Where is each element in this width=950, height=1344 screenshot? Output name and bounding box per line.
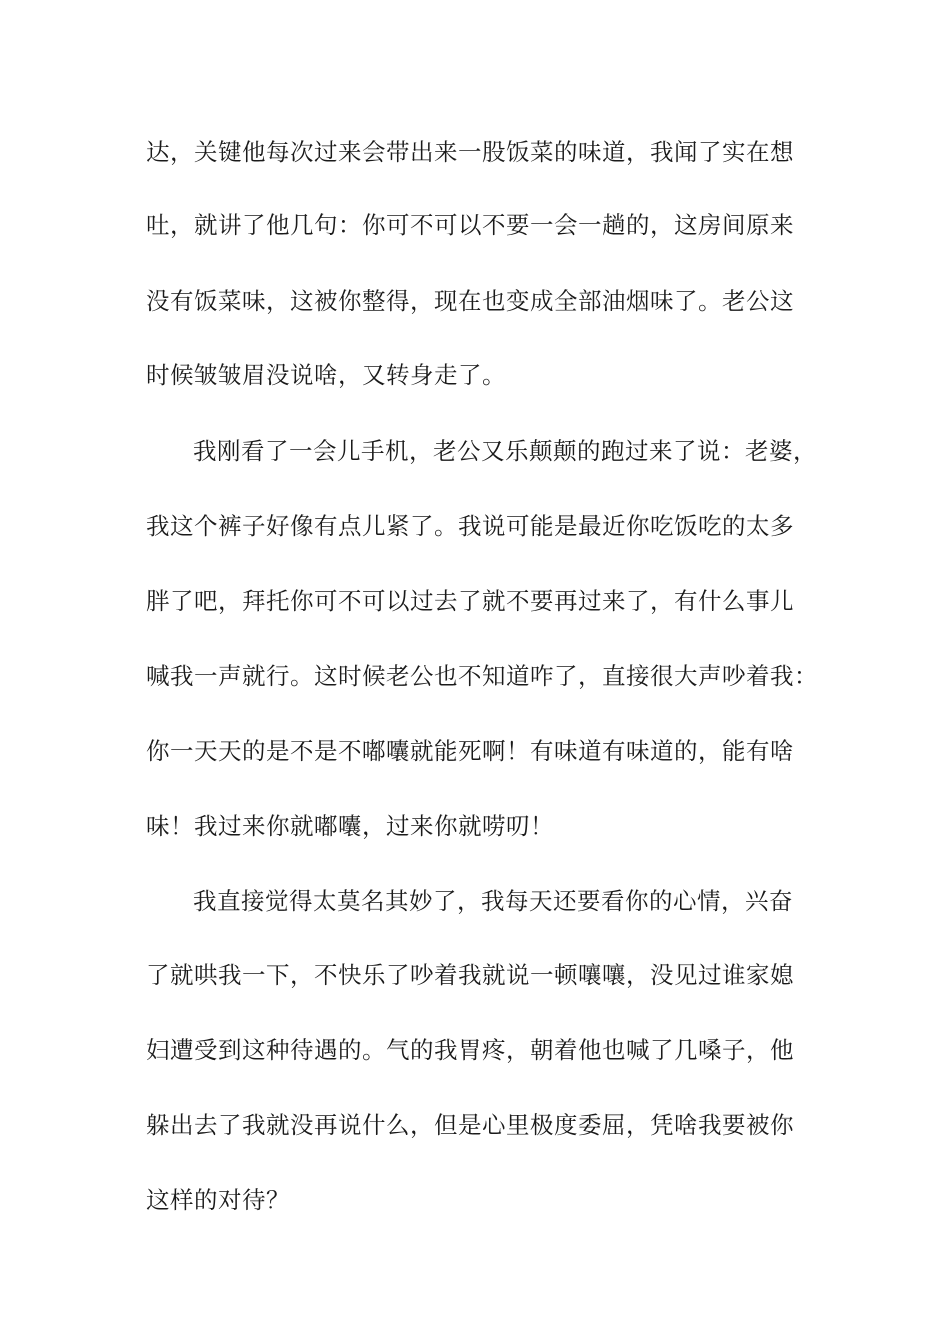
text-line: 了就哄我一下，不快乐了吵着我就说一顿嚷嚷，没见过谁家媳 bbox=[146, 961, 794, 989]
text-line: 吐，就讲了他几句：你可不可以不要一会一趟的，这房间原来 bbox=[146, 211, 794, 239]
text-line: 时候皱皱眉没说啥，又转身走了。 bbox=[146, 361, 506, 389]
text-line: 喊我一声就行。这时候老公也不知道咋了，直接很大声吵着我： bbox=[146, 662, 818, 690]
text-line: 达，关键他每次过来会带出来一股饭菜的味道，我闻了实在想 bbox=[146, 138, 794, 166]
text-line: 躲出去了我就没再说什么，但是心里极度委屈，凭啥我要被你 bbox=[146, 1111, 794, 1139]
text-line: 味！我过来你就嘟囔，过来你就唠叨！ bbox=[146, 812, 554, 840]
paragraph-first-line: 我刚看了一会儿手机，老公又乐颠颠的跑过来了说：老婆， bbox=[193, 437, 817, 465]
paragraph-first-line: 我直接觉得太莫名其妙了，我每天还要看你的心情，兴奋 bbox=[193, 887, 793, 915]
text-line: 你一天天的是不是不嘟囔就能死啊！有味道有味道的，能有啥 bbox=[146, 737, 794, 765]
text-line: 妇遭受到这种待遇的。气的我胃疼，朝着他也喊了几嗓子，他 bbox=[146, 1036, 794, 1064]
text-line: 这样的对待？ bbox=[146, 1186, 290, 1214]
text-line: 胖了吧，拜托你可不可以过去了就不要再过来了，有什么事儿 bbox=[146, 587, 794, 615]
text-line: 没有饭菜味，这被你整得，现在也变成全部油烟味了。老公这 bbox=[146, 287, 794, 315]
text-line: 我这个裤子好像有点儿紧了。我说可能是最近你吃饭吃的太多 bbox=[146, 512, 794, 540]
